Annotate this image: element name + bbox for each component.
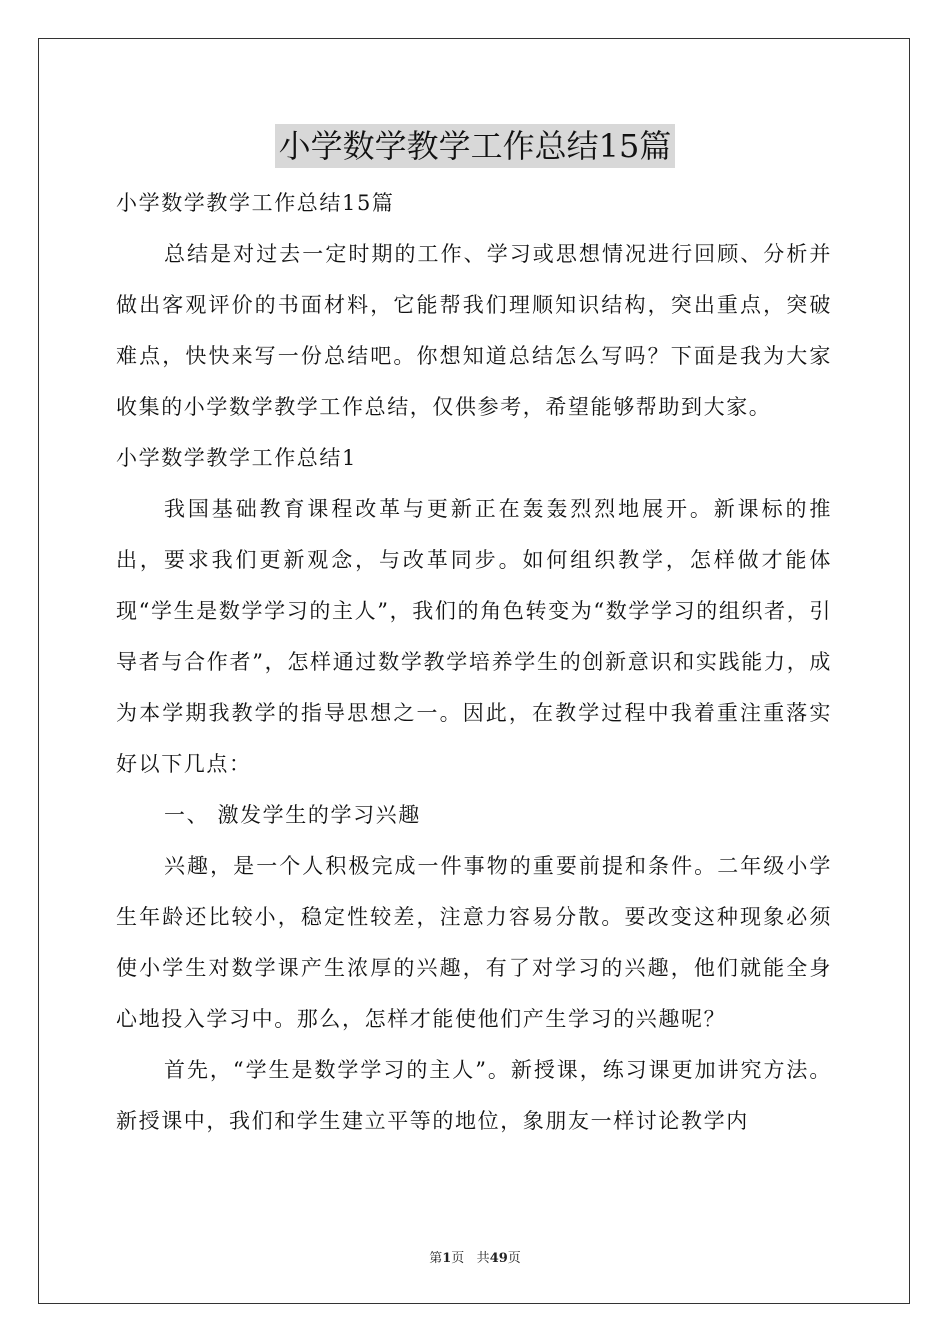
paragraph: 我国基础教育课程改革与更新正在轰轰烈烈地展开。新课标的推出，要求我们更新观念，与改革同步。如何组织教学，怎样做才能体现“学生是数学学习的主人”，我们的角色转变为“数学学习的组织者，引导者与合作者”，怎样通过数学教学培养学生的创新意识和实践能力，成为本学期我教学的指导思想之一。因此，在教学过程中我着重注重落实好以下几点： (116, 497, 832, 776)
paragraph: 一、 激发学生的学习兴趣 (164, 803, 421, 827)
page-number: 1 (442, 1251, 452, 1266)
total-pages: 49 (489, 1251, 508, 1266)
total-prefix: 共 (476, 1251, 490, 1266)
total-suffix: 页 (507, 1251, 521, 1266)
document-title: 小学数学教学工作总结15篇 (275, 124, 676, 168)
page-suffix: 页 (451, 1251, 465, 1266)
paragraph: 兴趣，是一个人积极完成一件事物的重要前提和条件。二年级小学生年龄还比较小，稳定性较差，注意力容易分散。要改变这种现象必须使小学生对数学课产生浓厚的兴趣，有了对学习的兴趣，他们就能全身心地投入学习中。那么，怎样才能使他们产生学习的兴趣呢？ (116, 854, 832, 1031)
paragraph: 小学数学教学工作总结15篇 (116, 191, 395, 215)
paragraph: 首先，“学生是数学学习的主人”。新授课，练习课更加讲究方法。新授课中，我们和学生建立平等的地位，象朋友一样讨论教学内 (116, 1058, 832, 1133)
paragraph: 总结是对过去一定时期的工作、学习或思想情况进行回顾、分析并做出客观评价的书面材料，它能帮我们理顺知识结构，突出重点，突破难点，快快来写一份总结吧。你想知道总结怎么写吗？下面是我为大家收集的小学数学教学工作总结，仅供参考，希望能够帮助到大家。 (116, 242, 832, 419)
title-container (0, 124, 950, 168)
page-prefix: 第 (429, 1251, 443, 1266)
document-body (116, 178, 832, 1147)
paragraph: 小学数学教学工作总结1 (116, 446, 357, 470)
page-footer (0, 1247, 950, 1266)
